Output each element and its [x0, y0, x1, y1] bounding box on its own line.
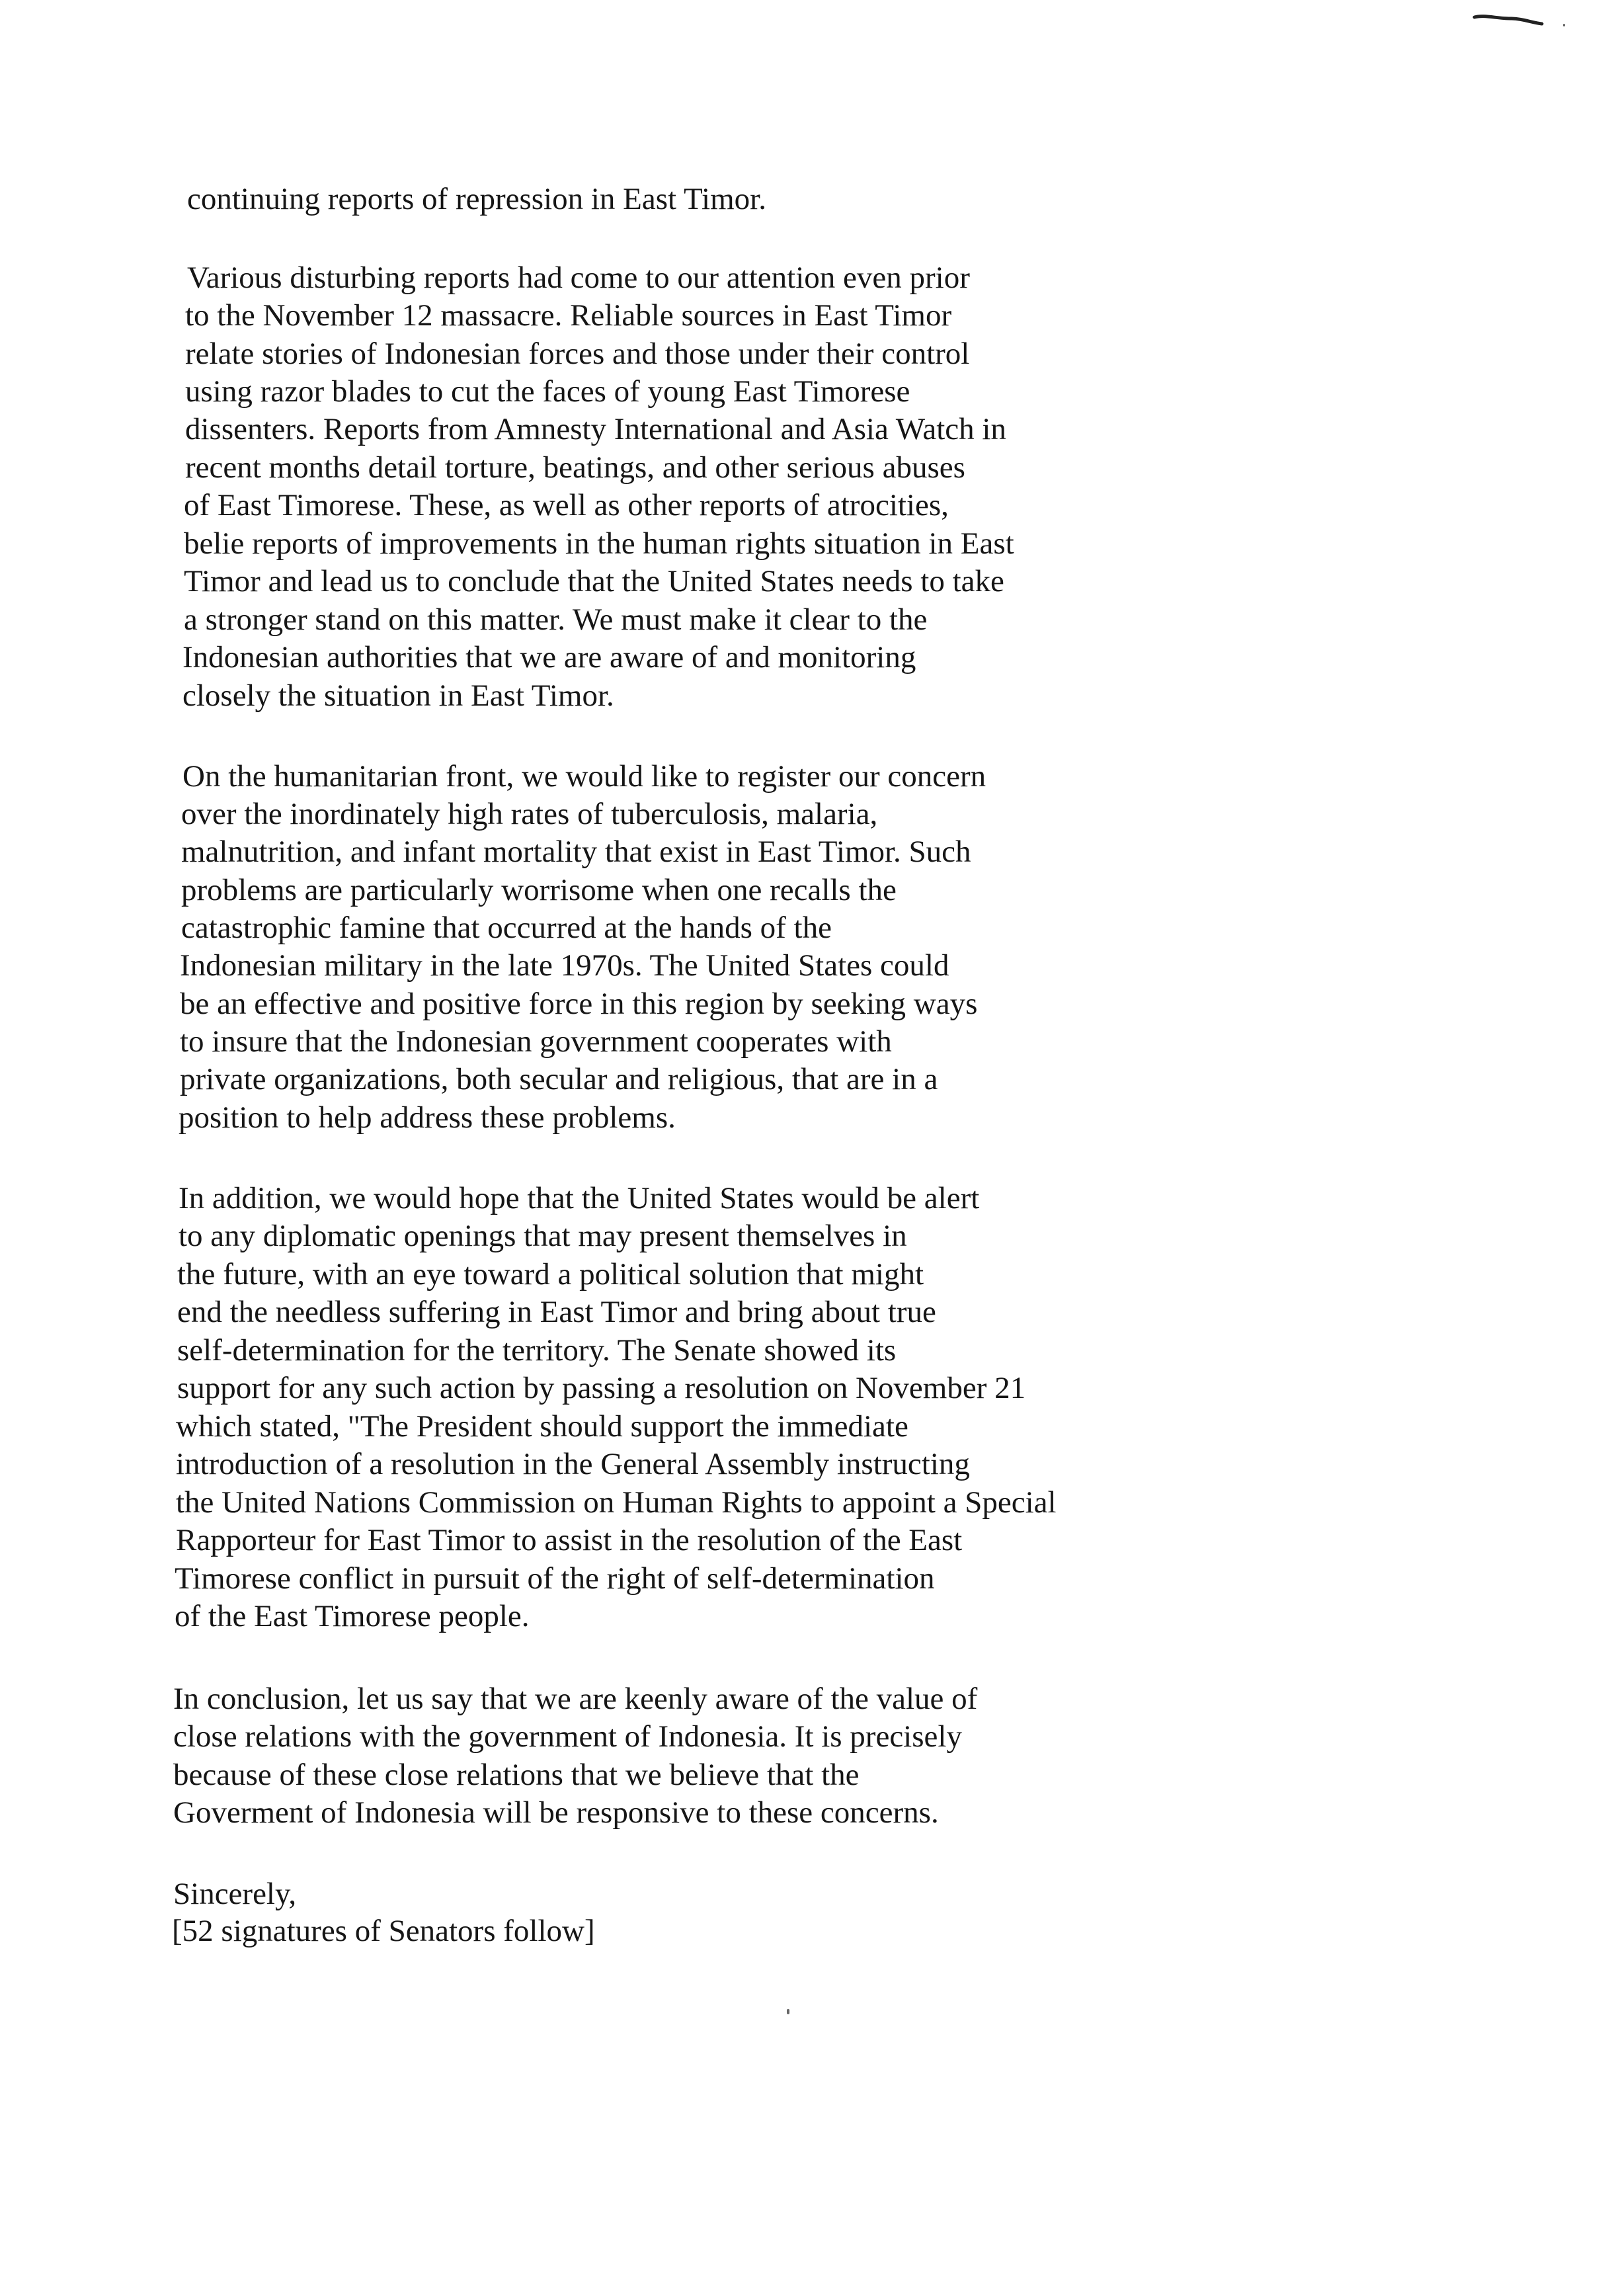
text-line: using razor blades to cut the faces of young East Timorese — [185, 374, 910, 409]
text-line: of East Timorese. These, as well as other reports of atrocities, — [184, 488, 949, 522]
scan-mark — [1470, 9, 1550, 29]
text-line: support for any such action by passing a resolution on November 21 — [177, 1371, 1026, 1405]
text-line: belie reports of improvements in the human rights situation in East — [184, 526, 1014, 561]
text-line: to any diplomatic openings that may present themselves in — [179, 1219, 907, 1253]
text-line: to the November 12 massacre. Reliable sources in East Timor — [185, 298, 952, 333]
text-line: Indonesian military in the late 1970s. The United States could — [180, 948, 949, 983]
scan-speck — [787, 2009, 789, 2014]
signature-note: [52 signatures of Senators follow] — [172, 1914, 595, 1948]
text-line: recent months detail torture, beatings, and other serious abuses — [185, 450, 965, 485]
text-line: position to help address these problems. — [179, 1100, 676, 1135]
text-line: Indonesian authorities that we are aware of and monitoring — [182, 640, 916, 675]
text-line: Timorese conflict in pursuit of the right of self-determination — [175, 1561, 935, 1596]
text-line: Various disturbing reports had come to our attention even prior — [187, 261, 970, 295]
text-line: over the inordinately high rates of tuberculosis, malaria, — [181, 797, 878, 831]
text-line: On the humanitarian front, we would like to register our concern — [182, 759, 986, 794]
text-line: introduction of a resolution in the General Assembly instructing — [176, 1447, 970, 1481]
text-line: dissenters. Reports from Amnesty International and Asia Watch in — [185, 412, 1006, 446]
text-line: Goverment of Indonesia will be responsive to these concerns. — [173, 1795, 939, 1830]
text-line: continuing reports of repression in East Timor. — [187, 182, 766, 216]
text-line: malnutrition, and infant mortality that exist in East Timor. Such — [181, 835, 971, 869]
scan-speck — [1563, 24, 1565, 26]
text-line: problems are particularly worrisome when one recalls the — [181, 873, 897, 907]
text-line: In addition, we would hope that the United States would be alert — [179, 1181, 980, 1215]
text-line: because of these close relations that we believe that the — [173, 1758, 860, 1792]
text-line: be an effective and positive force in this region by seeking ways — [180, 987, 978, 1021]
text-line: close relations with the government of Indonesia. It is precisely — [173, 1719, 962, 1754]
text-line: the United Nations Commission on Human Rights to appoint a Special — [176, 1485, 1057, 1520]
text-line: Timor and lead us to conclude that the United States needs to take — [184, 564, 1004, 598]
text-line: a stronger stand on this matter. We must make it clear to the — [184, 602, 928, 637]
text-line: In conclusion, let us say that we are keenly aware of the value of — [173, 1682, 978, 1716]
closing-salutation: Sincerely, — [173, 1877, 297, 1911]
text-line: self-determination for the territory. The Senate showed its — [177, 1333, 897, 1368]
text-line: the future, with an eye toward a political solution that might — [177, 1257, 924, 1292]
text-line: catastrophic famine that occurred at the hands of the — [181, 911, 832, 945]
text-line: end the needless suffering in East Timor and bring about true — [177, 1295, 936, 1329]
text-line: private organizations, both secular and religious, that are in a — [180, 1062, 938, 1096]
text-line: relate stories of Indonesian forces and those under their control — [185, 337, 970, 371]
text-line: Rapporteur for East Timor to assist in the resolution of the East — [176, 1523, 963, 1557]
text-line: which stated, "The President should support the immediate — [176, 1409, 908, 1444]
text-line: to insure that the Indonesian government cooperates with — [180, 1024, 892, 1059]
text-line: of the East Timorese people. — [175, 1599, 530, 1633]
text-line: closely the situation in East Timor. — [182, 678, 614, 713]
